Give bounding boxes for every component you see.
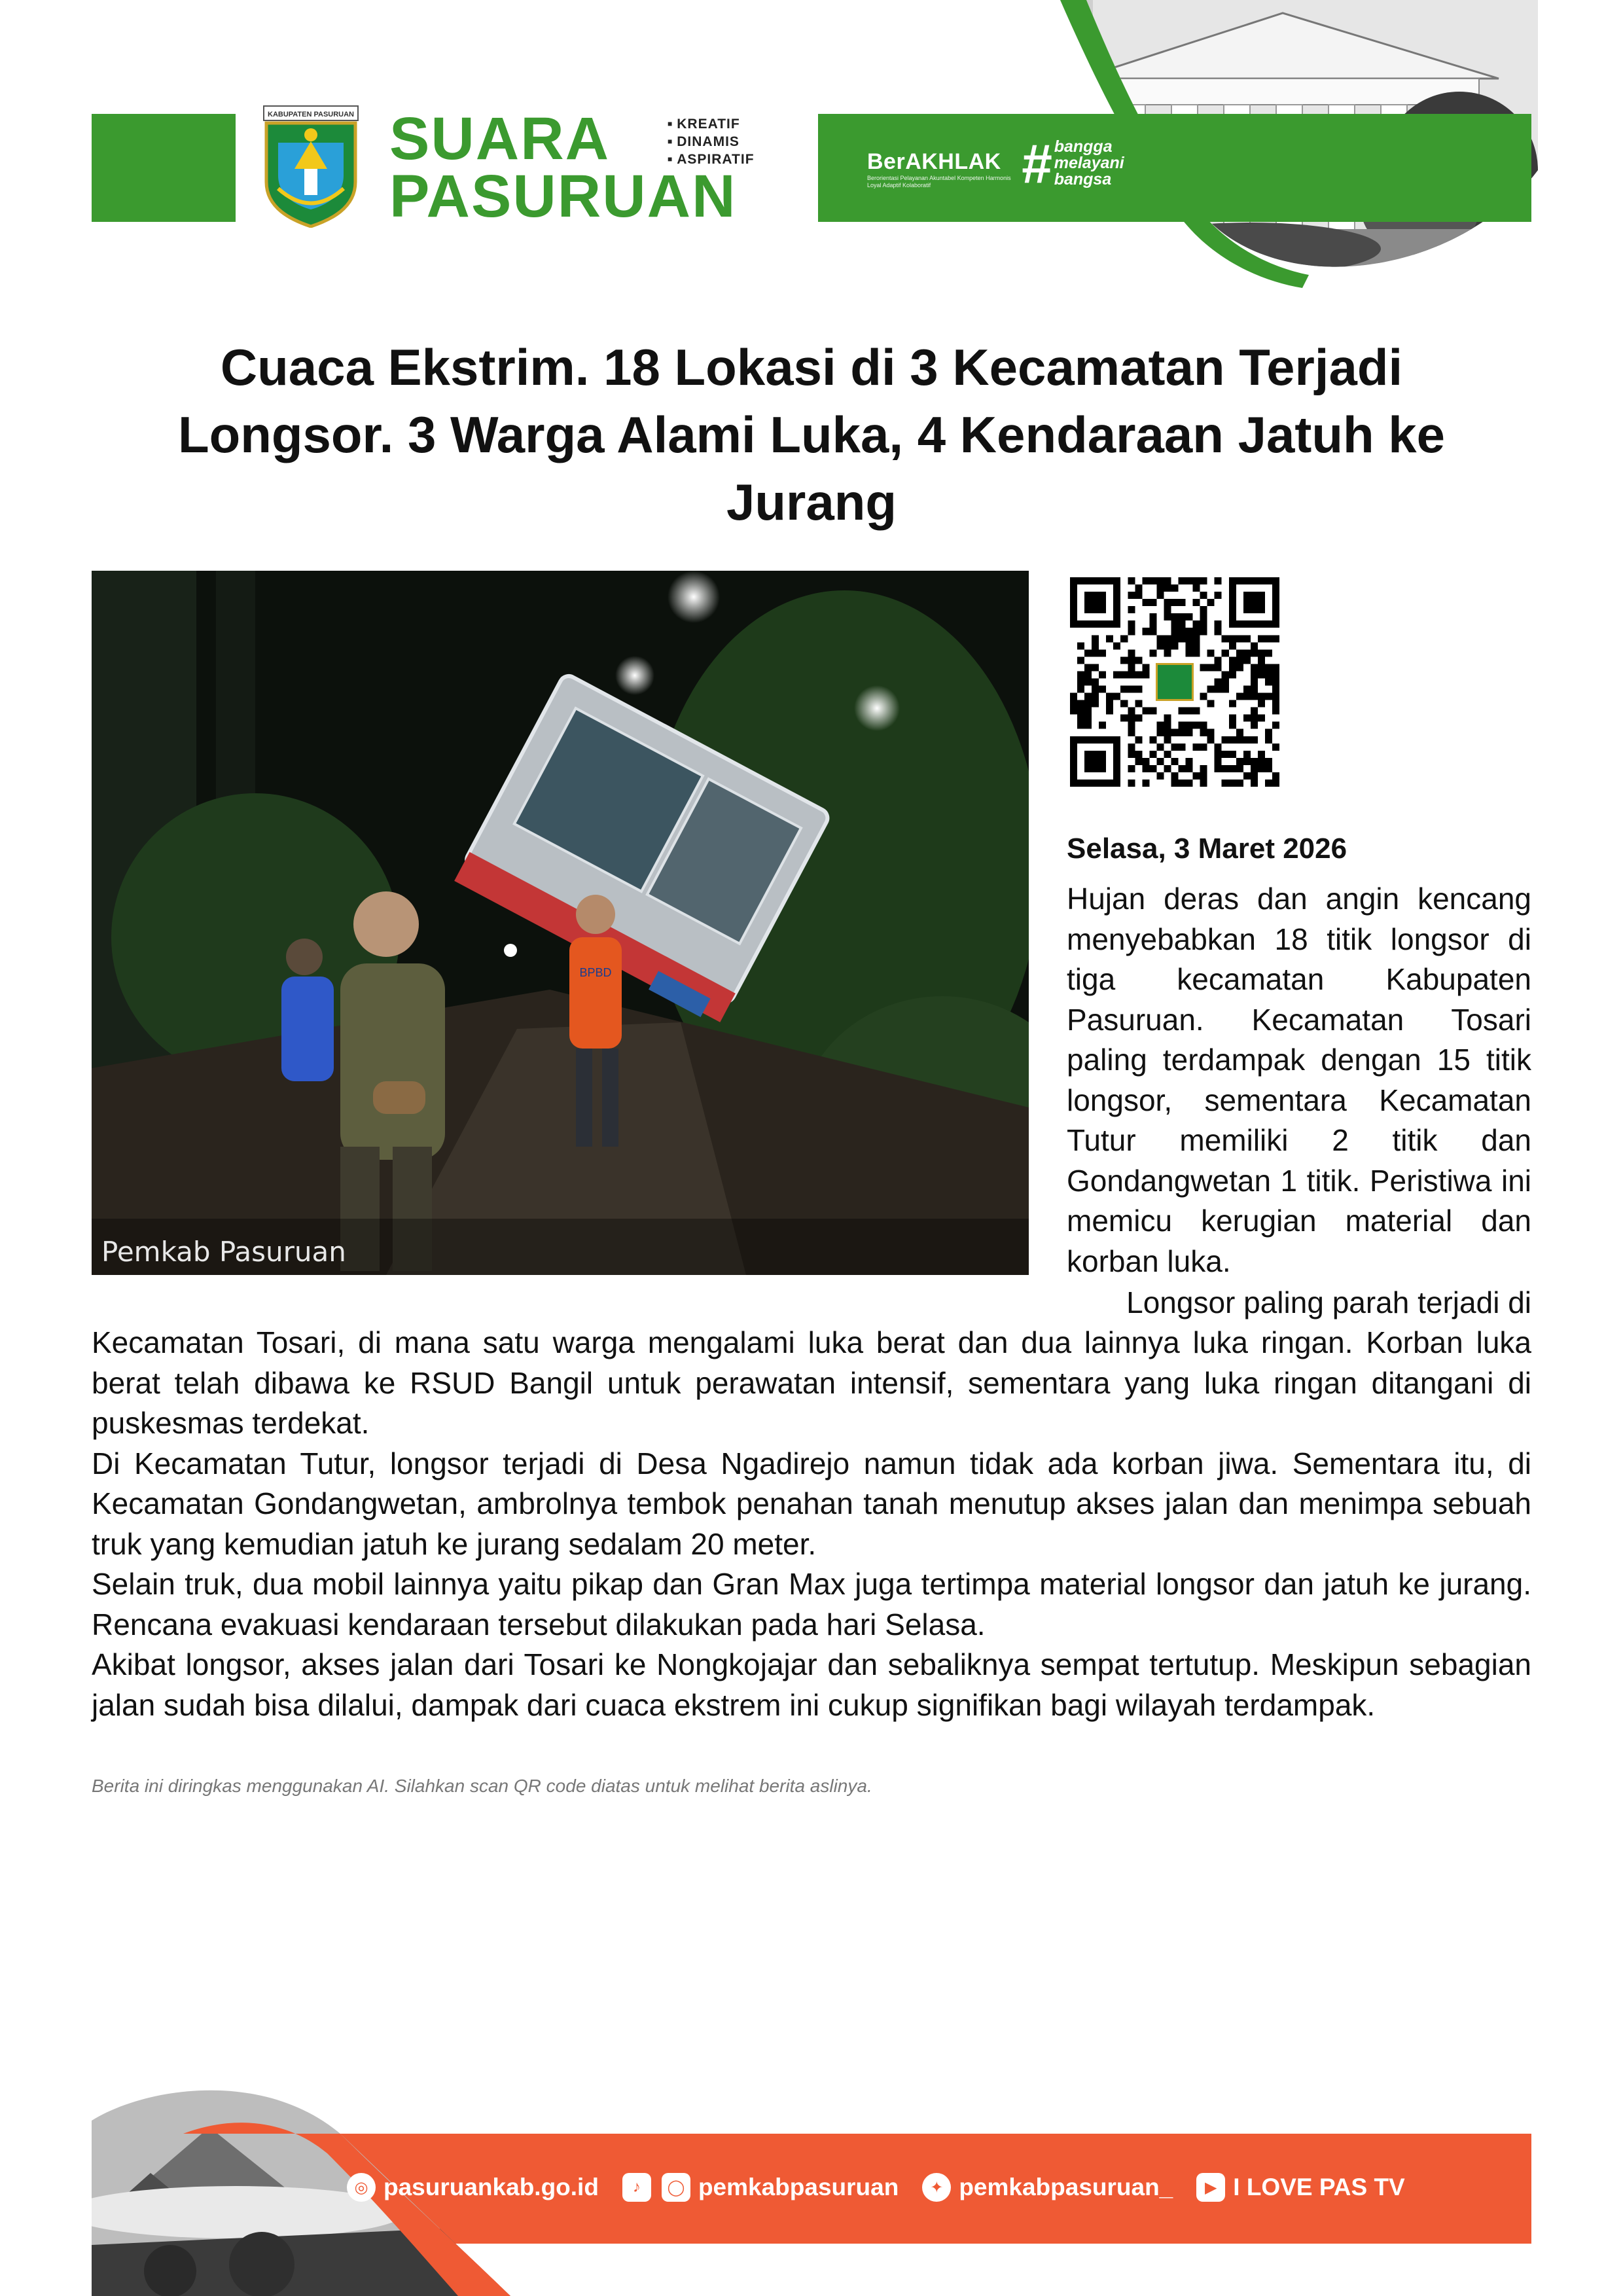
tagline xyxy=(668,115,755,168)
article-date: Selasa, 3 Maret 2026 xyxy=(1067,833,1347,865)
paragraph-5: Akibat longsor, akses jalan dari Tosari ke Nongkojajar dan sebaliknya sempat tertutup. Meskipun sebagian jalan sudah bisa dilalui, dampak dari cuaca ekstrem ini cukup signifikan bagi wilayah terdampak. xyxy=(92,1647,1531,1722)
paragraph-3: Di Kecamatan Tutur, longsor terjadi di Desa Ngadirejo namun tidak ada korban jiwa. Sementara itu, di Kecamatan Gondangwetan, ambrolnya tembok penahan tanah menutup akses jalan dan menimpa sebuah truk yang kemudian jatuh ke jurang sedalam 20 meter. xyxy=(92,1446,1531,1561)
tagline-item: ■ KREATIF xyxy=(668,115,755,133)
tiktok-icon: ♪ xyxy=(622,2173,651,2202)
crest-label: KABUPATEN PASURUAN xyxy=(268,111,354,118)
tiktok-instagram-link[interactable] xyxy=(622,2173,899,2202)
bangga-melayani-logo xyxy=(1021,132,1124,194)
youtube-link[interactable] xyxy=(1196,2173,1404,2202)
bangga-line: melayani xyxy=(1054,154,1124,172)
twitter-icon: ✦ xyxy=(922,2173,951,2202)
hashtag-icon: # xyxy=(1021,132,1052,194)
bangga-line: bangsa xyxy=(1054,170,1112,188)
website-text: pasuruankab.go.id xyxy=(383,2174,599,2200)
youtube-text: I LOVE PAS TV xyxy=(1233,2174,1405,2200)
qr-code[interactable] xyxy=(1070,577,1279,787)
paragraph-4: Selain truk, dua mobil lainnya yaitu pikap dan Gran Max juga tertimpa material longsor dan jatuh ke jurang. Rencana evakuasi kendaraan tersebut dilakukan pada hari Selasa. xyxy=(92,1567,1531,1641)
article-title: Cuaca Ekstrim. 18 Lokasi di 3 Kecamatan Terjadi Longsor. 3 Warga Alami Luka, 4 Kendaraan Jatuh ke Jurang xyxy=(177,338,1446,531)
footer-social-links xyxy=(347,2166,1429,2208)
vest-text: BPBD xyxy=(579,966,612,979)
brand-line-1: SUARA xyxy=(389,105,611,172)
twitter-link[interactable] xyxy=(922,2173,1173,2202)
website-link[interactable] xyxy=(347,2173,599,2202)
article-body xyxy=(92,1323,1531,1725)
qr-center-logo xyxy=(1156,664,1192,700)
paragraph-2-start: Longsor paling parah terjadi di xyxy=(1126,1285,1531,1319)
kabupaten-crest-logo xyxy=(259,103,363,228)
tagline-item: ■ DINAMIS xyxy=(668,133,755,151)
header-left-bar xyxy=(92,114,236,222)
paragraph-2: Kecamatan Tosari, di mana satu warga mengalami luka berat dan dua lainnya luka ringan. Korban luka berat telah dibawa ke RSUD Bangil untuk perawatan intensif, sementara yang luka ringan ditangani di puskesmas terdekat. xyxy=(92,1325,1531,1440)
ai-disclaimer: Berita ini diringkas menggunakan AI. Silahkan scan QR code diatas untuk melihat berita aslinya. xyxy=(92,1776,872,1796)
article-photo xyxy=(92,571,1029,1275)
instagram-icon: ◯ xyxy=(662,2173,690,2202)
berakhlak-subtext: Berorientasi Pelayanan Akuntabel Kompeten Harmonis Loyal Adaptif Kolaboratif xyxy=(867,175,1011,188)
photo-caption: Pemkab Pasuruan xyxy=(101,1236,346,1268)
tiktok-instagram-text: pemkabpasuruan xyxy=(698,2174,899,2200)
twitter-text: pemkabpasuruan_ xyxy=(959,2174,1173,2200)
berakhlak-text: BerAKHLAK xyxy=(867,149,1001,174)
globe-icon: ◎ xyxy=(347,2173,376,2202)
article-lead-paragraph: Hujan deras dan angin kencang menyebabkan 18 titik longsor di tiga kecamatan Kabupaten Pasuruan. Kecamatan Tosari paling terdampak dengan 15 titik longsor, sementara Kecamatan Tutur memiliki 2 titik dan Gondangwetan 1 titik. Peristiwa ini memicu kerugian material dan korban luka. xyxy=(1067,882,1531,1278)
tagline-item: ■ ASPIRATIF xyxy=(668,151,755,168)
brand-line-2: PASURUAN xyxy=(389,163,737,230)
bangga-line: bangga xyxy=(1054,137,1113,156)
youtube-icon: ▶ xyxy=(1196,2173,1225,2202)
berakhlak-logo xyxy=(867,149,1011,189)
